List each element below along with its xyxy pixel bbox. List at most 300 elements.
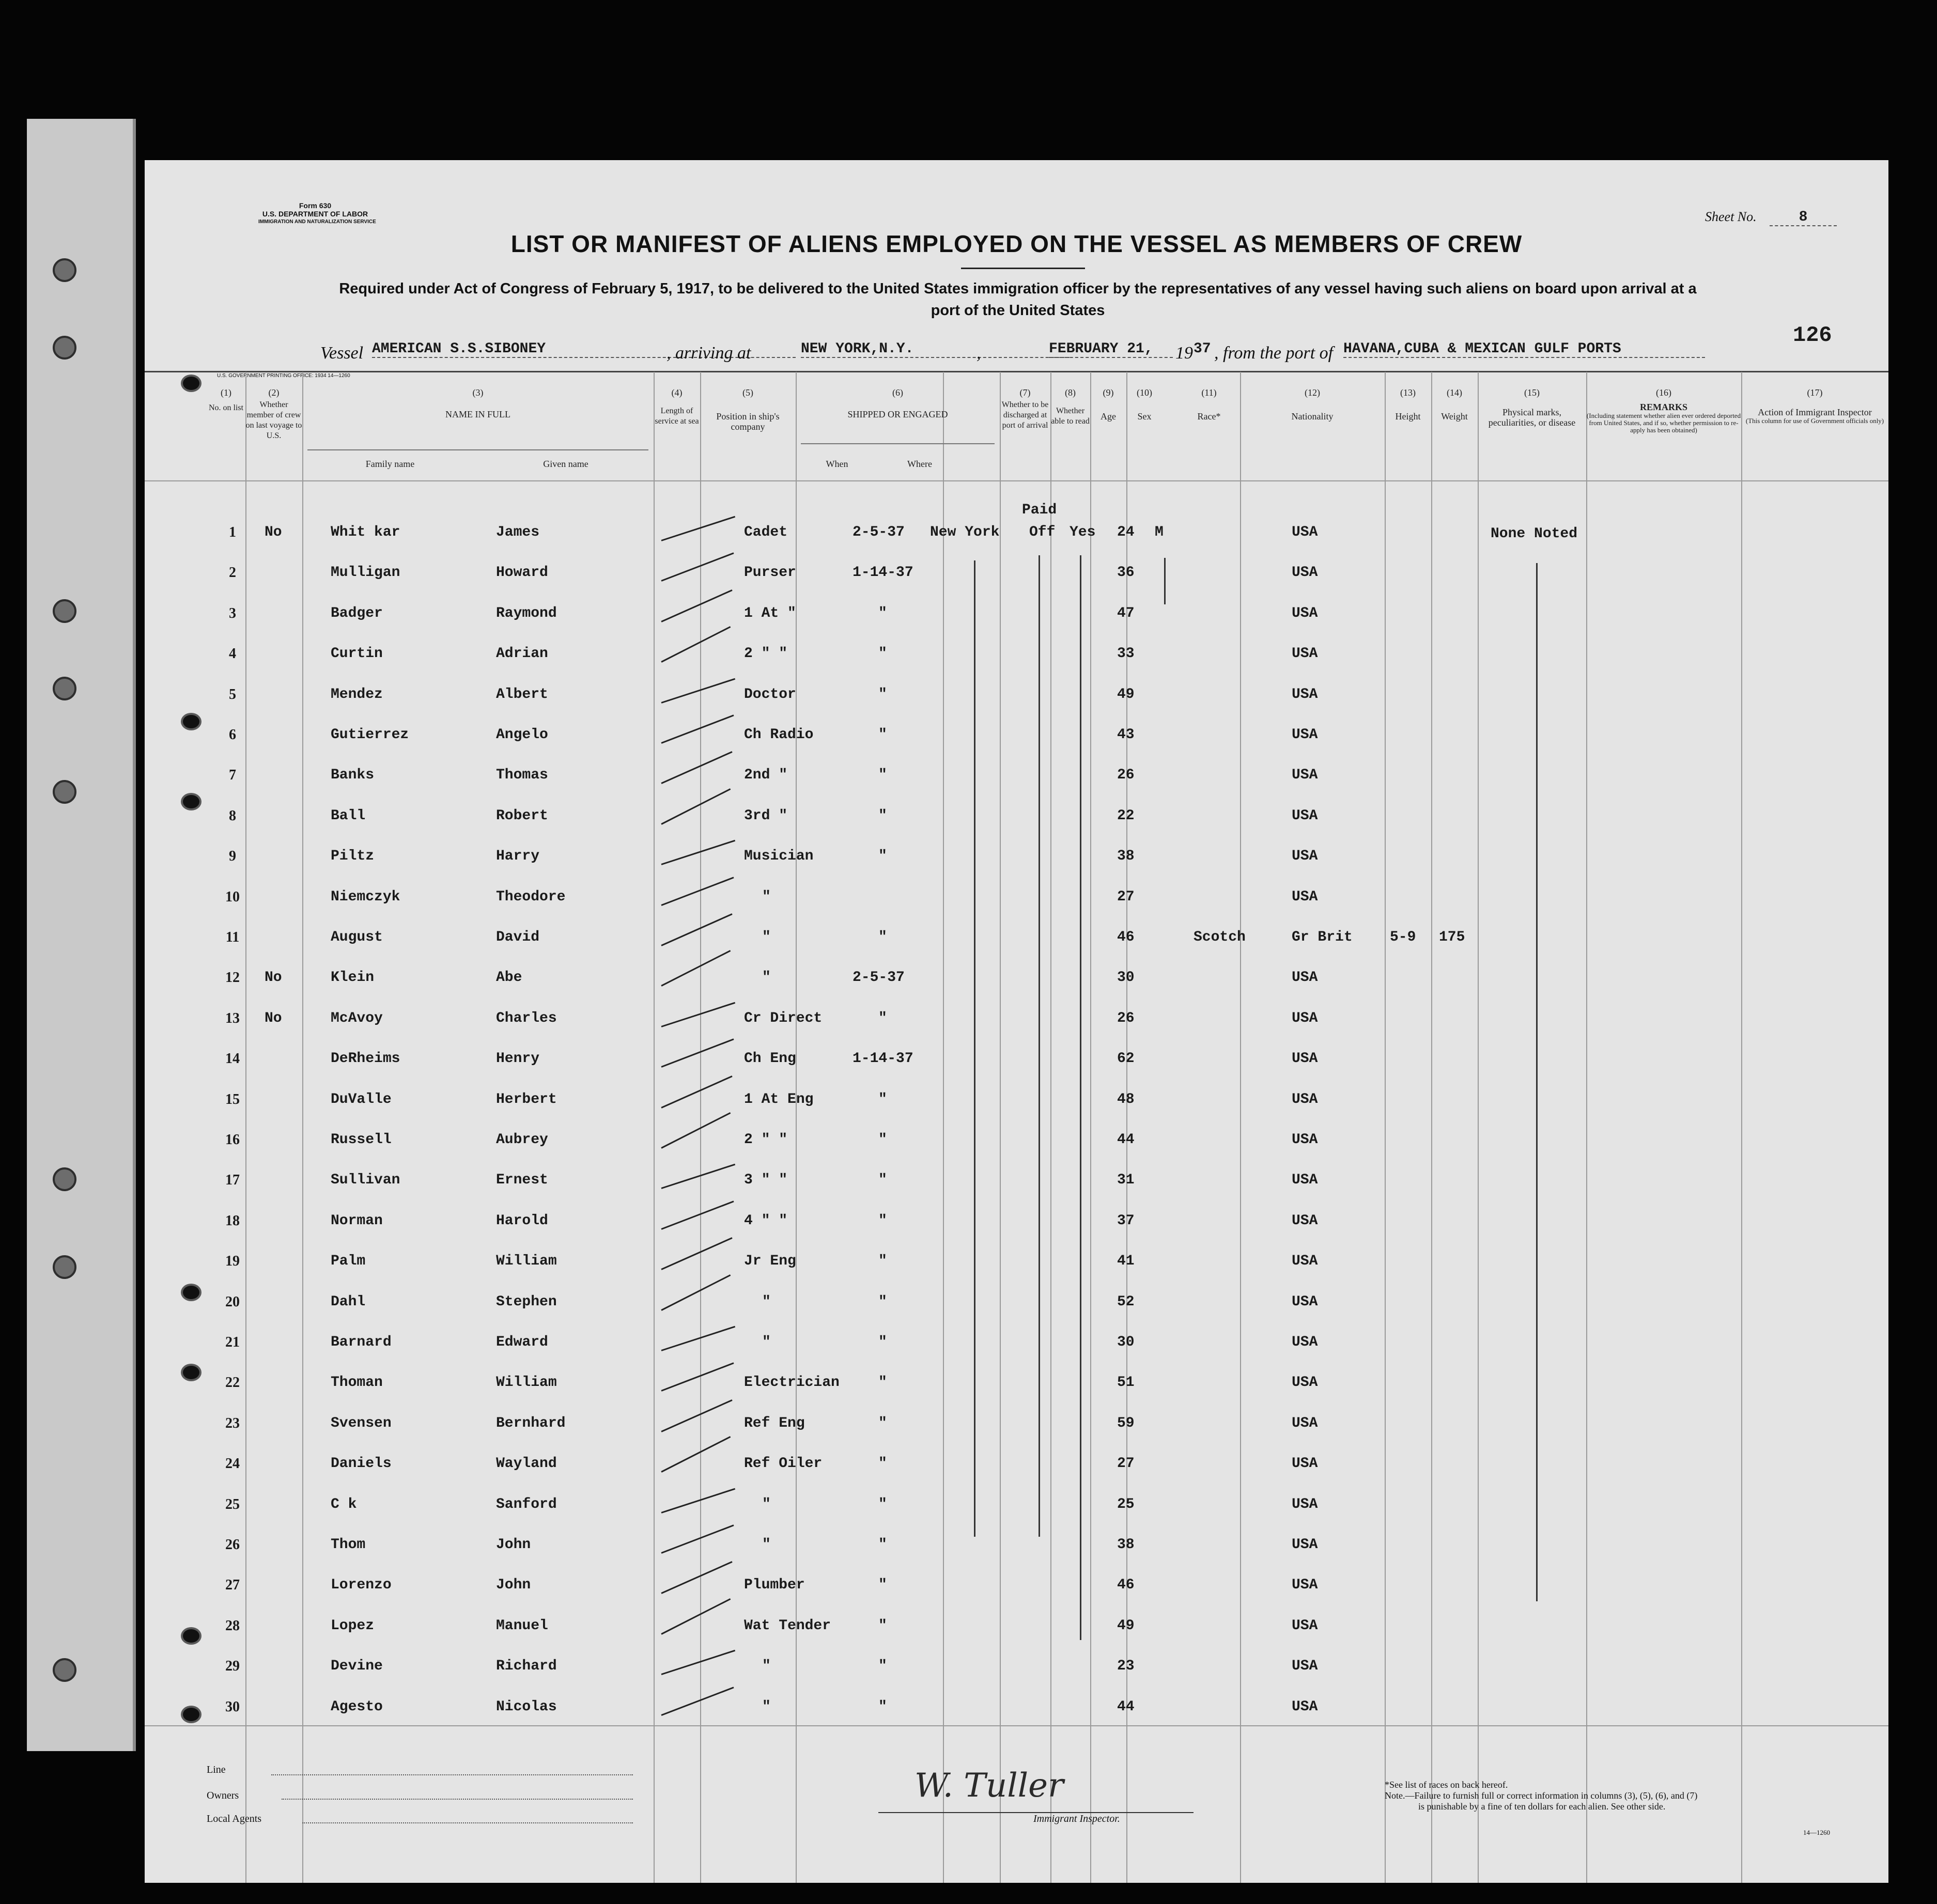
row-given-name: Henry bbox=[496, 1051, 540, 1067]
note-penalty-1: Note.—Failure to furnish full or correct information in columns (3), (5), (6), and (7) bbox=[1385, 1790, 1698, 1801]
col-header-6a: When bbox=[826, 459, 848, 469]
row-position: Musician bbox=[744, 848, 814, 864]
row-given-name: David bbox=[496, 929, 540, 945]
row-age: 31 bbox=[1117, 1172, 1135, 1188]
page-number: 126 bbox=[1793, 323, 1832, 348]
row-family-name: Ball bbox=[331, 808, 366, 824]
row-shipped-when: " bbox=[878, 1415, 887, 1431]
row-number: 9 bbox=[229, 848, 236, 864]
row-given-name: William bbox=[496, 1375, 557, 1391]
row-age: 48 bbox=[1117, 1091, 1135, 1107]
row-nationality: USA bbox=[1292, 1051, 1318, 1067]
row-position: Ref Eng bbox=[744, 1415, 805, 1431]
row-position: Jr Eng bbox=[744, 1253, 796, 1269]
ditto-line-marks bbox=[1536, 563, 1538, 1601]
arriving-label: , arriving at bbox=[667, 344, 751, 363]
row-nationality: USA bbox=[1292, 1658, 1318, 1674]
row-number: 18 bbox=[225, 1213, 240, 1229]
service-check-mark bbox=[661, 1561, 732, 1594]
row-given-name: Stephen bbox=[496, 1294, 557, 1310]
row-given-name: John bbox=[496, 1577, 531, 1593]
service-check-mark bbox=[661, 877, 734, 906]
row-shipped-when: " bbox=[878, 605, 887, 621]
row-position: " bbox=[762, 1334, 771, 1350]
row-age: 43 bbox=[1117, 727, 1135, 743]
note-races: *See list of races on back hereof. bbox=[1385, 1780, 1508, 1790]
owners-label: Owners bbox=[207, 1790, 239, 1801]
row-family-name: Gutierrez bbox=[331, 727, 409, 743]
row-given-name: James bbox=[496, 524, 540, 540]
service-check-mark bbox=[661, 1362, 734, 1392]
row-family-name: DeRheims bbox=[331, 1051, 400, 1067]
row-family-name: August bbox=[331, 929, 383, 945]
row-given-name: Herbert bbox=[496, 1091, 557, 1107]
row-given-name: Edward bbox=[496, 1334, 548, 1350]
col-header-14: (14) Weight bbox=[1441, 387, 1468, 422]
row-nationality: USA bbox=[1292, 1496, 1318, 1512]
sheet-label: Sheet No. bbox=[1705, 209, 1757, 224]
ditto-line-read bbox=[1080, 555, 1081, 1640]
row-number: 22 bbox=[225, 1375, 240, 1391]
row-nationality: Gr Brit bbox=[1292, 929, 1353, 945]
row-number: 20 bbox=[225, 1294, 240, 1310]
date-comma: , bbox=[977, 344, 981, 363]
row-family-name: Mulligan bbox=[331, 565, 400, 581]
row-family-name: Lopez bbox=[331, 1618, 375, 1634]
inspector-signature: W. Tuller bbox=[915, 1767, 1064, 1805]
row-given-name: Albert bbox=[496, 686, 548, 703]
row-age: 25 bbox=[1117, 1496, 1135, 1512]
row-given-name: Howard bbox=[496, 565, 548, 581]
row-shipped-when: " bbox=[878, 1213, 887, 1229]
service-check-mark bbox=[661, 1399, 732, 1432]
row-family-name: Norman bbox=[331, 1213, 383, 1229]
inspector-label: Immigrant Inspector. bbox=[1033, 1813, 1120, 1824]
col-header-11: (11) Race* bbox=[1197, 387, 1221, 422]
row-age: 46 bbox=[1117, 1577, 1135, 1593]
row-family-name: Sullivan bbox=[331, 1172, 400, 1188]
row-given-name: Nicolas bbox=[496, 1699, 557, 1715]
col-header-15: (15) Physical marks, peculiarities, or disease bbox=[1488, 387, 1576, 428]
row-member-prior: No bbox=[265, 1010, 282, 1026]
service-check-mark bbox=[661, 1075, 732, 1109]
year-prefix: 19 bbox=[1175, 344, 1193, 363]
service-check-mark bbox=[661, 1112, 731, 1149]
subtitle bbox=[186, 278, 1850, 321]
row-family-name: Devine bbox=[331, 1658, 383, 1674]
table-bottom-rule bbox=[145, 1725, 1888, 1726]
row-given-name: Theodore bbox=[496, 889, 566, 905]
row-nationality: USA bbox=[1292, 686, 1318, 703]
subtitle-line2: port of the United States bbox=[931, 302, 1105, 319]
row-given-name: Ernest bbox=[496, 1172, 548, 1188]
row-age: 23 bbox=[1117, 1658, 1135, 1674]
row-1-sex: M bbox=[1155, 524, 1164, 540]
row-shipped-when: " bbox=[878, 1334, 887, 1350]
punch-hole bbox=[181, 793, 202, 810]
service-check-mark bbox=[661, 1002, 736, 1027]
row-member-prior: No bbox=[265, 524, 282, 540]
row-nationality: USA bbox=[1292, 1213, 1318, 1229]
service-check-mark bbox=[661, 1436, 731, 1473]
row-position: Ch Radio bbox=[744, 727, 814, 743]
row-nationality: USA bbox=[1292, 889, 1318, 905]
row-number: 13 bbox=[225, 1010, 240, 1026]
service-check-mark bbox=[661, 1687, 734, 1716]
row-age: 49 bbox=[1117, 1618, 1135, 1634]
row-shipped-when: " bbox=[878, 686, 887, 703]
row-number: 30 bbox=[225, 1699, 240, 1715]
row-age: 62 bbox=[1117, 1051, 1135, 1067]
row-1-where: New York bbox=[930, 524, 1000, 540]
row-nationality: USA bbox=[1292, 970, 1318, 986]
row-number: 17 bbox=[225, 1172, 240, 1188]
note-penalty-2: is punishable by a fine of ten dollars for each alien. See other side. bbox=[1418, 1801, 1666, 1812]
row-position: 4 " " bbox=[744, 1213, 788, 1229]
row-age: 44 bbox=[1117, 1132, 1135, 1148]
col-header-2: (2) Whether member of crew on last voyage to U.S. bbox=[245, 387, 302, 440]
row-given-name: William bbox=[496, 1253, 557, 1269]
row-shipped-when: " bbox=[878, 646, 887, 662]
row-number: 3 bbox=[229, 605, 236, 621]
row-shipped-when: " bbox=[878, 1375, 887, 1391]
row-number: 27 bbox=[225, 1577, 240, 1593]
row-given-name: John bbox=[496, 1537, 531, 1553]
row-nationality: USA bbox=[1292, 1415, 1318, 1431]
row-position: 1 At " bbox=[744, 605, 796, 621]
row-family-name: Agesto bbox=[331, 1699, 383, 1715]
row-shipped-when: 2-5-37 bbox=[853, 970, 905, 986]
row-given-name: Harold bbox=[496, 1213, 548, 1229]
row-age: 30 bbox=[1117, 970, 1135, 986]
row-1-discharged-top: Paid bbox=[1022, 502, 1057, 518]
row-number: 26 bbox=[225, 1537, 240, 1553]
col-header-16: (16) REMARKS (Including statement whether alien ever ordered deported from United States, and if so, whether permission to re-apply has been obtained) bbox=[1586, 387, 1741, 434]
col-header-3: (3) NAME IN FULL bbox=[445, 387, 510, 419]
row-given-name: Manuel bbox=[496, 1618, 548, 1634]
row-position: " bbox=[762, 1496, 771, 1512]
row-number: 21 bbox=[225, 1334, 240, 1350]
row-given-name: Sanford bbox=[496, 1496, 557, 1512]
service-check-mark bbox=[661, 1524, 734, 1554]
col-header-12: (12) Nationality bbox=[1291, 387, 1334, 422]
row-age: 38 bbox=[1117, 1537, 1135, 1553]
row-given-name: Adrian bbox=[496, 646, 548, 662]
col-header-13: (13) Height bbox=[1395, 387, 1421, 422]
row-nationality: USA bbox=[1292, 524, 1318, 540]
service: IMMIGRATION AND NATURALIZATION SERVICE bbox=[258, 219, 376, 225]
row-shipped-when: " bbox=[878, 1618, 887, 1634]
row-number: 11 bbox=[225, 929, 240, 945]
row-position: 2 " " bbox=[744, 1132, 788, 1148]
row-family-name: Thom bbox=[331, 1537, 366, 1553]
row-number: 12 bbox=[225, 970, 240, 986]
col-header-8: (8) Whether able to read bbox=[1051, 387, 1090, 426]
row-position: " bbox=[762, 1658, 771, 1674]
row-nationality: USA bbox=[1292, 1375, 1318, 1391]
binder-hole bbox=[53, 1167, 76, 1191]
row-position: Doctor bbox=[744, 686, 796, 703]
row-given-name: Richard bbox=[496, 1658, 557, 1674]
col-header-4: (4) Length of service at sea bbox=[655, 387, 699, 426]
punch-hole bbox=[181, 1627, 202, 1645]
row-number: 7 bbox=[229, 767, 236, 783]
row-family-name: Mendez bbox=[331, 686, 383, 703]
row-family-name: McAvoy bbox=[331, 1010, 383, 1026]
row-age: 24 bbox=[1117, 524, 1135, 540]
row-age: 49 bbox=[1117, 686, 1135, 703]
punch-hole bbox=[181, 1364, 202, 1381]
col-header-9: (9) Age bbox=[1101, 387, 1116, 422]
row-nationality: USA bbox=[1292, 1010, 1318, 1026]
row-number: 15 bbox=[225, 1091, 240, 1107]
print-code: 14—1260 bbox=[1803, 1829, 1830, 1836]
row-position: Plumber bbox=[744, 1577, 805, 1593]
row-number: 2 bbox=[229, 565, 236, 581]
row-age: 36 bbox=[1117, 565, 1135, 581]
row-position: Cadet bbox=[744, 524, 788, 540]
row-1-read: Yes bbox=[1070, 524, 1096, 540]
subtitle-line1: Required under Act of Congress of February 5, 1917, to be delivered to the United States immigration officer by the representatives of any vessel having such aliens on board upon arrival at a bbox=[339, 280, 1697, 297]
row-family-name: Svensen bbox=[331, 1415, 392, 1431]
row-family-name: Banks bbox=[331, 767, 375, 783]
row-position: Electrician bbox=[744, 1375, 840, 1391]
row-age: 59 bbox=[1117, 1415, 1135, 1431]
row-number: 19 bbox=[225, 1253, 240, 1269]
row-nationality: USA bbox=[1292, 808, 1318, 824]
row-number: 5 bbox=[229, 686, 236, 703]
row-position: " bbox=[762, 1294, 771, 1310]
service-check-mark bbox=[661, 1237, 732, 1270]
form-header bbox=[258, 201, 376, 226]
row-family-name: Curtin bbox=[331, 646, 383, 662]
service-check-mark bbox=[661, 1274, 731, 1311]
row-age: 22 bbox=[1117, 808, 1135, 824]
service-check-mark bbox=[661, 840, 736, 865]
row-position: " bbox=[762, 1537, 771, 1553]
service-check-mark bbox=[661, 913, 732, 946]
row-position: Cr Direct bbox=[744, 1010, 823, 1026]
row-number: 29 bbox=[225, 1658, 240, 1674]
row-family-name: Thoman bbox=[331, 1375, 383, 1391]
row-position: Ref Oiler bbox=[744, 1456, 823, 1472]
row-position: " bbox=[762, 889, 771, 905]
service-check-mark bbox=[661, 751, 732, 784]
row-1-marks: None Noted bbox=[1491, 526, 1578, 542]
row-number: 10 bbox=[225, 889, 240, 905]
service-check-mark bbox=[661, 788, 731, 825]
row-nationality: USA bbox=[1292, 1334, 1318, 1350]
row-given-name: Harry bbox=[496, 848, 540, 864]
row-shipped-when: " bbox=[878, 767, 887, 783]
binder-hole bbox=[53, 1255, 76, 1279]
row-position: 2nd " bbox=[744, 767, 788, 783]
row-given-name: Robert bbox=[496, 808, 548, 824]
row-given-name: Bernhard bbox=[496, 1415, 566, 1431]
vessel-label: Vessel bbox=[320, 344, 364, 363]
row-family-name: Klein bbox=[331, 970, 375, 986]
row-position: 1 At Eng bbox=[744, 1091, 814, 1107]
arriving-value: NEW YORK,N.Y. bbox=[801, 341, 1070, 358]
row-shipped-when: " bbox=[878, 1496, 887, 1512]
row-family-name: Piltz bbox=[331, 848, 375, 864]
row-shipped-when: " bbox=[878, 1253, 887, 1269]
form-number: Form 630 bbox=[299, 201, 332, 210]
service-check-mark bbox=[661, 678, 736, 704]
department: U.S. DEPARTMENT OF LABOR bbox=[262, 210, 368, 218]
vessel-value: AMERICAN S.S.SIBONEY bbox=[372, 341, 796, 358]
row-given-name: Angelo bbox=[496, 727, 548, 743]
service-check-mark bbox=[661, 1038, 734, 1068]
col-header-6b: Where bbox=[907, 459, 932, 469]
row-shipped-when: " bbox=[878, 1091, 887, 1107]
line-label: Line bbox=[207, 1764, 226, 1775]
printer-note: U.S. GOVERNMENT PRINTING OFFICE: 1934 14—1260 bbox=[217, 373, 350, 379]
row-number: 28 bbox=[225, 1618, 240, 1634]
row-family-name: Whit kar bbox=[331, 524, 400, 540]
header-bottom-rule bbox=[145, 480, 1888, 481]
row-given-name: Abe bbox=[496, 970, 522, 986]
service-check-mark bbox=[661, 1200, 734, 1230]
header-rule bbox=[145, 371, 1888, 372]
row-age: 38 bbox=[1117, 848, 1135, 864]
row-family-name: Daniels bbox=[331, 1456, 392, 1472]
row-shipped-when: " bbox=[878, 1010, 887, 1026]
row-shipped-when: 1-14-37 bbox=[853, 565, 913, 581]
row-family-name: Palm bbox=[331, 1253, 366, 1269]
row-shipped-when: " bbox=[878, 1658, 887, 1674]
punch-hole bbox=[181, 374, 202, 392]
col-header-3b: Given name bbox=[543, 459, 588, 469]
row-age: 26 bbox=[1117, 767, 1135, 783]
row-shipped-when: " bbox=[878, 848, 887, 864]
row-nationality: USA bbox=[1292, 1172, 1318, 1188]
row-position: 3 " " bbox=[744, 1172, 788, 1188]
service-check-mark bbox=[661, 1164, 736, 1189]
row-nationality: USA bbox=[1292, 727, 1318, 743]
row-shipped-when: " bbox=[878, 1172, 887, 1188]
binder-hole bbox=[53, 1658, 76, 1682]
row-number: 1 bbox=[229, 524, 236, 540]
service-check-mark bbox=[661, 1326, 736, 1351]
row-position: Purser bbox=[744, 565, 796, 581]
row-age: 27 bbox=[1117, 1456, 1135, 1472]
row-given-name: Wayland bbox=[496, 1456, 557, 1472]
row-shipped-when: " bbox=[878, 1294, 887, 1310]
row-member-prior: No bbox=[265, 970, 282, 986]
row-nationality: USA bbox=[1292, 605, 1318, 621]
row-number: 23 bbox=[225, 1415, 240, 1431]
row-nationality: USA bbox=[1292, 1253, 1318, 1269]
row-age: 44 bbox=[1117, 1699, 1135, 1715]
row-age: 33 bbox=[1117, 646, 1135, 662]
year-suffix: 37 bbox=[1194, 341, 1211, 357]
col-header-5: (5) Position in ship's company bbox=[716, 387, 780, 432]
from-label: , from the port of bbox=[1214, 344, 1334, 363]
row-shipped-when: " bbox=[878, 808, 887, 824]
row-nationality: USA bbox=[1292, 1132, 1318, 1148]
punch-hole bbox=[181, 1706, 202, 1723]
col-header-10: (10) Sex bbox=[1137, 387, 1152, 422]
service-check-mark bbox=[661, 950, 731, 987]
row-shipped-when: " bbox=[878, 1577, 887, 1593]
col-header-3a: Family name bbox=[365, 459, 415, 469]
row-family-name: C k bbox=[331, 1496, 357, 1512]
row-shipped-when: " bbox=[878, 1456, 887, 1472]
row-nationality: USA bbox=[1292, 767, 1318, 783]
row-age: 41 bbox=[1117, 1253, 1135, 1269]
row-number: 24 bbox=[225, 1456, 240, 1472]
row-family-name: Barnard bbox=[331, 1334, 392, 1350]
col-header-1: (1) No. on list bbox=[208, 387, 244, 412]
footnotes bbox=[1385, 1780, 1697, 1812]
row-position: 2 " " bbox=[744, 646, 788, 662]
row-position: 3rd " bbox=[744, 808, 788, 824]
row-number: 6 bbox=[229, 727, 236, 743]
row-shipped-when: " bbox=[878, 1699, 887, 1715]
row-age: 27 bbox=[1117, 889, 1135, 905]
binder-hole bbox=[53, 336, 76, 360]
row-number: 16 bbox=[225, 1132, 240, 1148]
binder-strip bbox=[27, 119, 136, 1751]
row-given-name: Thomas bbox=[496, 767, 548, 783]
row-shipped-when: " bbox=[878, 1537, 887, 1553]
binder-hole bbox=[53, 780, 76, 804]
service-check-mark bbox=[661, 714, 734, 744]
row-shipped-when: " bbox=[878, 1132, 887, 1148]
row-family-name: Lorenzo bbox=[331, 1577, 392, 1593]
row-nationality: USA bbox=[1292, 1618, 1318, 1634]
manifest-sheet bbox=[145, 160, 1888, 1883]
row-family-name: Russell bbox=[331, 1132, 392, 1148]
row-nationality: USA bbox=[1292, 646, 1318, 662]
col-header-17: (17) Action of Immigrant Inspector (This column for use of Government officials only) bbox=[1745, 387, 1884, 425]
row-family-name: Niemczyk bbox=[331, 889, 400, 905]
row-given-name: Raymond bbox=[496, 605, 557, 621]
row-age: 30 bbox=[1117, 1334, 1135, 1350]
row-age: 46 bbox=[1117, 929, 1135, 945]
row-shipped-when: 2-5-37 bbox=[853, 524, 905, 540]
row-height: 5-9 bbox=[1390, 929, 1416, 945]
row-position: " bbox=[762, 970, 771, 986]
row-shipped-when: " bbox=[878, 929, 887, 945]
punch-hole bbox=[181, 713, 202, 730]
binder-hole bbox=[53, 258, 76, 282]
row-nationality: USA bbox=[1292, 1091, 1318, 1107]
row-family-name: Dahl bbox=[331, 1294, 366, 1310]
row-shipped-when: 1-14-37 bbox=[853, 1051, 913, 1067]
row-nationality: USA bbox=[1292, 1456, 1318, 1472]
binder-hole bbox=[53, 599, 76, 623]
service-check-mark bbox=[661, 1488, 736, 1513]
service-check-mark bbox=[661, 552, 734, 582]
date-value: FEBRUARY 21, bbox=[1049, 341, 1173, 358]
row-given-name: Aubrey bbox=[496, 1132, 548, 1148]
row-weight: 175 bbox=[1439, 929, 1465, 945]
row-position: " bbox=[762, 929, 771, 945]
service-check-mark bbox=[661, 589, 732, 622]
service-check-mark bbox=[661, 1650, 736, 1675]
row-family-name: DuValle bbox=[331, 1091, 392, 1107]
service-check-mark bbox=[661, 626, 731, 663]
col-header-6: (6) SHIPPED OR ENGAGED bbox=[847, 387, 948, 419]
row-age: 51 bbox=[1117, 1375, 1135, 1391]
service-check-mark bbox=[661, 1598, 731, 1635]
row-number: 4 bbox=[229, 646, 236, 662]
row-nationality: USA bbox=[1292, 1577, 1318, 1593]
row-nationality: USA bbox=[1292, 565, 1318, 581]
row-family-name: Badger bbox=[331, 605, 383, 621]
